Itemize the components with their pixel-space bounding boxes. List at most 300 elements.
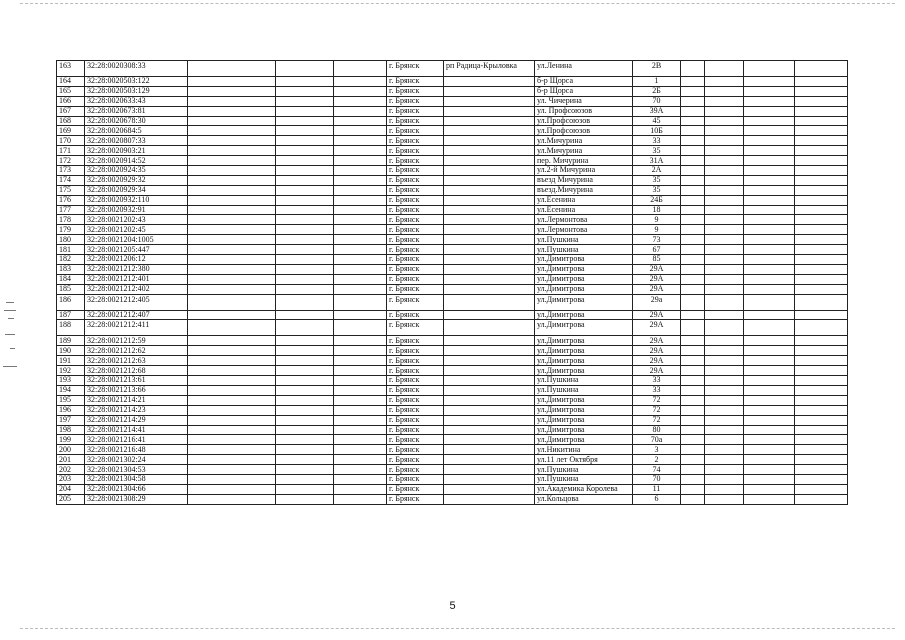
row-number-cell: 170 (57, 136, 85, 146)
city-cell: г. Брянск (387, 245, 444, 255)
table-row (57, 264, 848, 274)
empty-cell (334, 484, 387, 494)
table-row (57, 185, 848, 195)
empty-cell (334, 415, 387, 425)
empty-cell (705, 245, 744, 255)
settlement-cell (444, 474, 535, 484)
settlement-cell (444, 264, 535, 274)
empty-cell (276, 175, 334, 185)
empty-cell (705, 494, 744, 504)
empty-cell (795, 435, 848, 445)
settlement-cell (444, 455, 535, 465)
table-row (57, 215, 848, 225)
cadastral-number-cell: 32:28:0021202:45 (85, 225, 188, 235)
empty-cell (681, 106, 705, 116)
empty-cell (705, 86, 744, 96)
empty-cell (188, 346, 276, 356)
house-number-cell: 29А (633, 264, 681, 274)
city-cell: г. Брянск (387, 465, 444, 475)
house-number-cell: 33 (633, 136, 681, 146)
empty-cell (705, 310, 744, 320)
city-cell: г. Брянск (387, 235, 444, 245)
cadastral-number-cell: 32:28:0020503:122 (85, 77, 188, 87)
street-cell: ул.Никитина (535, 445, 633, 455)
street-cell: ул.Димитрова (535, 395, 633, 405)
settlement-cell (444, 346, 535, 356)
empty-cell (334, 336, 387, 346)
empty-cell (188, 156, 276, 166)
empty-cell (681, 425, 705, 435)
table-row (57, 310, 848, 320)
empty-cell (744, 106, 795, 116)
row-number-cell: 191 (57, 356, 85, 366)
street-cell: ул.Димитрова (535, 310, 633, 320)
table-row (57, 356, 848, 366)
empty-cell (681, 225, 705, 235)
house-number-cell: 35 (633, 175, 681, 185)
city-cell: г. Брянск (387, 336, 444, 346)
row-number-cell: 169 (57, 126, 85, 136)
row-number-cell: 183 (57, 264, 85, 274)
empty-cell (681, 284, 705, 294)
cadastral-number-cell: 32:28:0020932:110 (85, 195, 188, 205)
empty-cell (334, 235, 387, 245)
city-cell: г. Брянск (387, 366, 444, 376)
empty-cell (188, 445, 276, 455)
empty-cell (705, 294, 744, 310)
house-number-cell: 33 (633, 376, 681, 386)
empty-cell (334, 405, 387, 415)
empty-cell (705, 175, 744, 185)
empty-cell (681, 255, 705, 265)
settlement-cell (444, 225, 535, 235)
empty-cell (705, 320, 744, 336)
table-row (57, 274, 848, 284)
street-cell: б-р Щорса (535, 77, 633, 87)
street-cell: ул.Пушкина (535, 245, 633, 255)
row-number-cell: 188 (57, 320, 85, 336)
empty-cell (276, 146, 334, 156)
row-number-cell: 175 (57, 185, 85, 195)
empty-cell (744, 320, 795, 336)
city-cell: г. Брянск (387, 136, 444, 146)
empty-cell (276, 494, 334, 504)
empty-cell (276, 405, 334, 415)
empty-cell (334, 185, 387, 195)
house-number-cell: 29А (633, 310, 681, 320)
city-cell: г. Брянск (387, 175, 444, 185)
empty-cell (705, 96, 744, 106)
settlement-cell (444, 356, 535, 366)
empty-cell (795, 156, 848, 166)
table-row (57, 435, 848, 445)
empty-cell (276, 320, 334, 336)
settlement-cell (444, 385, 535, 395)
table-row (57, 77, 848, 87)
house-number-cell: 29А (633, 320, 681, 336)
cadastral-number-cell: 32:28:0020673:81 (85, 106, 188, 116)
settlement-cell (444, 86, 535, 96)
empty-cell (334, 245, 387, 255)
table-row (57, 166, 848, 176)
street-cell: ул.Мичурина (535, 136, 633, 146)
settlement-cell (444, 465, 535, 475)
cadastral-number-cell: 32:28:0021212:405 (85, 294, 188, 310)
street-cell: ул.2-й Мичурина (535, 166, 633, 176)
empty-cell (795, 235, 848, 245)
row-number-cell: 185 (57, 284, 85, 294)
empty-cell (681, 136, 705, 146)
empty-cell (188, 106, 276, 116)
cadastral-number-cell: 32:28:0021216:41 (85, 435, 188, 445)
empty-cell (681, 166, 705, 176)
empty-cell (681, 126, 705, 136)
cadastral-number-cell: 32:28:0021212:63 (85, 356, 188, 366)
empty-cell (681, 474, 705, 484)
settlement-cell (444, 106, 535, 116)
empty-cell (795, 61, 848, 77)
cadastral-number-cell: 32:28:0021304:53 (85, 465, 188, 475)
cadastral-number-cell: 32:28:0021212:401 (85, 274, 188, 284)
empty-cell (705, 415, 744, 425)
empty-cell (188, 395, 276, 405)
empty-cell (681, 175, 705, 185)
city-cell: г. Брянск (387, 185, 444, 195)
cadastral-number-cell: 32:28:0021308:29 (85, 494, 188, 504)
table-row (57, 284, 848, 294)
street-cell: ул.Мичурина (535, 146, 633, 156)
empty-cell (705, 126, 744, 136)
settlement-cell (444, 294, 535, 310)
street-cell: ул.Димитрова (535, 294, 633, 310)
settlement-cell (444, 395, 535, 405)
house-number-cell: 29А (633, 336, 681, 346)
empty-cell (188, 136, 276, 146)
row-number-cell: 168 (57, 116, 85, 126)
empty-cell (705, 215, 744, 225)
house-number-cell: 74 (633, 465, 681, 475)
empty-cell (276, 435, 334, 445)
city-cell: г. Брянск (387, 310, 444, 320)
empty-cell (681, 235, 705, 245)
empty-cell (705, 255, 744, 265)
empty-cell (705, 185, 744, 195)
empty-cell (188, 274, 276, 284)
empty-cell (795, 205, 848, 215)
row-number-cell: 167 (57, 106, 85, 116)
empty-cell (188, 86, 276, 96)
empty-cell (188, 146, 276, 156)
city-cell: г. Брянск (387, 395, 444, 405)
empty-cell (681, 294, 705, 310)
empty-cell (334, 116, 387, 126)
empty-cell (276, 77, 334, 87)
cadastral-number-cell: 32:28:0021212:59 (85, 336, 188, 346)
city-cell: г. Брянск (387, 205, 444, 215)
empty-cell (744, 385, 795, 395)
empty-cell (334, 465, 387, 475)
table-row (57, 366, 848, 376)
city-cell: г. Брянск (387, 156, 444, 166)
city-cell: г. Брянск (387, 274, 444, 284)
empty-cell (795, 245, 848, 255)
street-cell: пер. Мичурина (535, 156, 633, 166)
empty-cell (795, 175, 848, 185)
cadastral-number-cell: 32:28:0020903:21 (85, 146, 188, 156)
empty-cell (705, 146, 744, 156)
row-number-cell: 186 (57, 294, 85, 310)
empty-cell (681, 245, 705, 255)
empty-cell (276, 126, 334, 136)
empty-cell (744, 494, 795, 504)
table-row (57, 445, 848, 455)
table-row (57, 205, 848, 215)
city-cell: г. Брянск (387, 264, 444, 274)
cadastral-number-cell: 32:28:0021213:61 (85, 376, 188, 386)
empty-cell (744, 96, 795, 106)
empty-cell (276, 86, 334, 96)
empty-cell (795, 146, 848, 156)
city-cell: г. Брянск (387, 474, 444, 484)
empty-cell (334, 320, 387, 336)
settlement-cell (444, 310, 535, 320)
empty-cell (744, 274, 795, 284)
row-number-cell: 171 (57, 146, 85, 156)
settlement-cell (444, 484, 535, 494)
empty-cell (276, 484, 334, 494)
empty-cell (188, 366, 276, 376)
settlement-cell (444, 146, 535, 156)
empty-cell (188, 61, 276, 77)
empty-cell (681, 445, 705, 455)
empty-cell (681, 405, 705, 415)
row-number-cell: 173 (57, 166, 85, 176)
street-cell: ул.Димитрова (535, 346, 633, 356)
empty-cell (681, 366, 705, 376)
empty-cell (705, 195, 744, 205)
page-bottom-edge (20, 628, 895, 629)
empty-cell (744, 146, 795, 156)
empty-cell (744, 215, 795, 225)
empty-cell (276, 425, 334, 435)
empty-cell (795, 336, 848, 346)
empty-cell (705, 235, 744, 245)
street-cell: б-р Щорса (535, 86, 633, 96)
settlement-cell (444, 166, 535, 176)
table-row (57, 376, 848, 386)
empty-cell (795, 185, 848, 195)
empty-cell (188, 425, 276, 435)
house-number-cell: 85 (633, 255, 681, 265)
empty-cell (795, 465, 848, 475)
empty-cell (681, 455, 705, 465)
empty-cell (705, 484, 744, 494)
scan-specks (2, 300, 24, 380)
table-row (57, 175, 848, 185)
cadastral-number-cell: 32:28:0020633:43 (85, 96, 188, 106)
empty-cell (705, 435, 744, 445)
empty-cell (744, 346, 795, 356)
street-cell: ул.Профсоюзов (535, 126, 633, 136)
empty-cell (334, 77, 387, 87)
settlement-cell (444, 96, 535, 106)
empty-cell (795, 264, 848, 274)
empty-cell (744, 116, 795, 126)
cadastral-number-cell: 32:28:0020929:32 (85, 175, 188, 185)
empty-cell (276, 465, 334, 475)
empty-cell (744, 435, 795, 445)
table-row (57, 156, 848, 166)
settlement-cell (444, 255, 535, 265)
house-number-cell: 33 (633, 385, 681, 395)
city-cell: г. Брянск (387, 166, 444, 176)
empty-cell (795, 415, 848, 425)
empty-cell (705, 474, 744, 484)
empty-cell (188, 455, 276, 465)
table-row (57, 255, 848, 265)
empty-cell (188, 96, 276, 106)
street-cell: въезд.Мичурина (535, 185, 633, 195)
house-number-cell: 80 (633, 425, 681, 435)
row-number-cell: 178 (57, 215, 85, 225)
settlement-cell (444, 366, 535, 376)
empty-cell (795, 494, 848, 504)
cadastral-number-cell: 32:28:0021304:66 (85, 484, 188, 494)
empty-cell (276, 215, 334, 225)
empty-cell (276, 376, 334, 386)
city-cell: г. Брянск (387, 255, 444, 265)
settlement-cell (444, 336, 535, 346)
settlement-cell (444, 415, 535, 425)
table-row (57, 494, 848, 504)
empty-cell (795, 255, 848, 265)
empty-cell (334, 264, 387, 274)
street-cell: ул.Димитрова (535, 274, 633, 284)
empty-cell (705, 455, 744, 465)
street-cell: ул.Димитрова (535, 284, 633, 294)
empty-cell (681, 376, 705, 386)
table-row (57, 225, 848, 235)
empty-cell (334, 274, 387, 284)
empty-cell (681, 185, 705, 195)
empty-cell (795, 455, 848, 465)
empty-cell (681, 274, 705, 284)
empty-cell (334, 455, 387, 465)
empty-cell (744, 86, 795, 96)
cadastral-number-cell: 32:28:0021214:21 (85, 395, 188, 405)
house-number-cell: 29А (633, 346, 681, 356)
cadastral-number-cell: 32:28:0021302:24 (85, 455, 188, 465)
house-number-cell: 9 (633, 215, 681, 225)
row-number-cell: 165 (57, 86, 85, 96)
empty-cell (334, 86, 387, 96)
city-cell: г. Брянск (387, 77, 444, 87)
empty-cell (188, 185, 276, 195)
empty-cell (795, 320, 848, 336)
table-row (57, 235, 848, 245)
empty-cell (276, 284, 334, 294)
empty-cell (188, 195, 276, 205)
empty-cell (681, 86, 705, 96)
row-number-cell: 177 (57, 205, 85, 215)
house-number-cell: 35 (633, 185, 681, 195)
empty-cell (276, 445, 334, 455)
cadastral-number-cell: 32:28:0020308:33 (85, 61, 188, 77)
city-cell: г. Брянск (387, 405, 444, 415)
empty-cell (681, 346, 705, 356)
empty-cell (276, 61, 334, 77)
settlement-cell (444, 205, 535, 215)
empty-cell (188, 235, 276, 245)
empty-cell (744, 465, 795, 475)
empty-cell (188, 205, 276, 215)
empty-cell (681, 415, 705, 425)
empty-cell (795, 106, 848, 116)
empty-cell (276, 356, 334, 366)
street-cell: ул.Академика Королева (535, 484, 633, 494)
empty-cell (276, 346, 334, 356)
empty-cell (276, 310, 334, 320)
house-number-cell: 18 (633, 205, 681, 215)
row-number-cell: 195 (57, 395, 85, 405)
empty-cell (705, 116, 744, 126)
street-cell: ул. Профсоюзов (535, 106, 633, 116)
empty-cell (744, 156, 795, 166)
empty-cell (681, 77, 705, 87)
empty-cell (744, 376, 795, 386)
empty-cell (334, 195, 387, 205)
settlement-cell (444, 195, 535, 205)
row-number-cell: 187 (57, 310, 85, 320)
empty-cell (334, 494, 387, 504)
house-number-cell: 29А (633, 366, 681, 376)
empty-cell (795, 274, 848, 284)
city-cell: г. Брянск (387, 284, 444, 294)
empty-cell (705, 405, 744, 415)
empty-cell (188, 405, 276, 415)
empty-cell (705, 336, 744, 346)
table-row (57, 474, 848, 484)
row-number-cell: 163 (57, 61, 85, 77)
street-cell: ул.Есенина (535, 205, 633, 215)
empty-cell (744, 245, 795, 255)
empty-cell (188, 284, 276, 294)
city-cell: г. Брянск (387, 195, 444, 205)
empty-cell (744, 61, 795, 77)
house-number-cell: 73 (633, 235, 681, 245)
city-cell: г. Брянск (387, 225, 444, 235)
empty-cell (276, 415, 334, 425)
row-number-cell: 197 (57, 415, 85, 425)
empty-cell (276, 255, 334, 265)
city-cell: г. Брянск (387, 86, 444, 96)
empty-cell (681, 195, 705, 205)
cadastral-number-cell: 32:28:0021212:407 (85, 310, 188, 320)
cadastral-number-cell: 32:28:0020924:35 (85, 166, 188, 176)
empty-cell (334, 310, 387, 320)
cadastral-number-cell: 32:28:0020678:30 (85, 116, 188, 126)
empty-cell (681, 96, 705, 106)
empty-cell (744, 405, 795, 415)
empty-cell (334, 445, 387, 455)
street-cell: ул.Ленина (535, 61, 633, 77)
table-row (57, 336, 848, 346)
empty-cell (705, 156, 744, 166)
house-number-cell: 31А (633, 156, 681, 166)
cadastral-number-cell: 32:28:0020914:52 (85, 156, 188, 166)
city-cell: г. Брянск (387, 126, 444, 136)
empty-cell (681, 156, 705, 166)
